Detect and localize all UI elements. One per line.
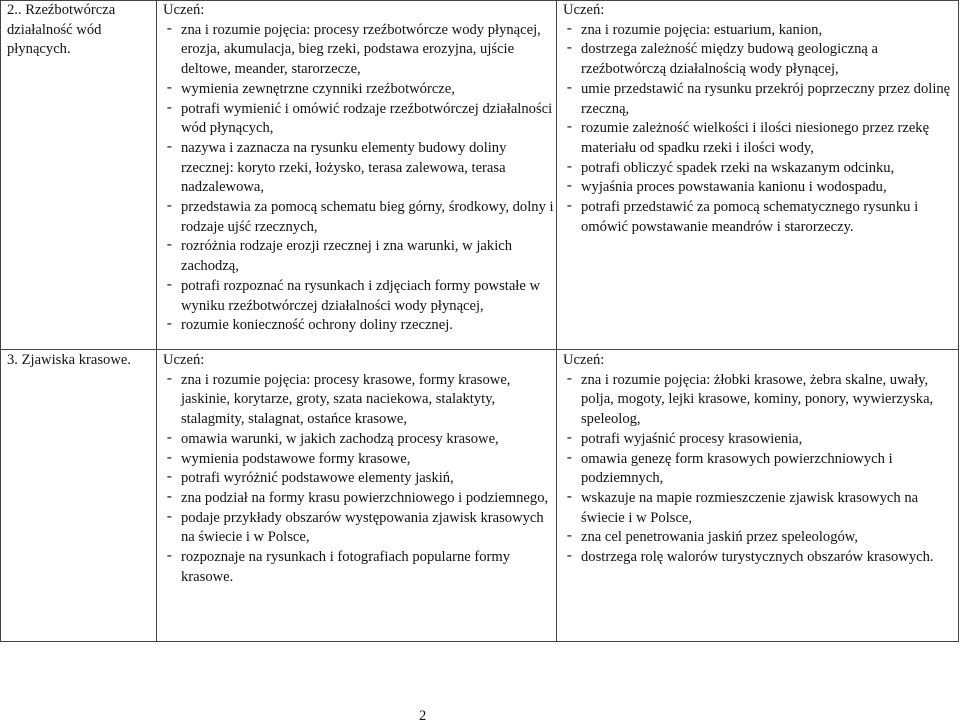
requirement-item: - omawia genezę form krasowych powierzchniowych i podziemnych, <box>563 450 958 489</box>
student-label: Uczeń: <box>163 352 205 368</box>
requirement-item: - nazywa i zaznacza na rysunku elementy budowy doliny rzecznej: koryto rzeki, łożysko, terasa zalewowa, terasa nadzalewowa, <box>163 139 556 198</box>
requirement-item: - przedstawia za pomocą schematu bieg górny, środkowy, dolny i rodzaje ujść rzecznych, <box>163 198 556 237</box>
requirement-item: - wskazuje na mapie rozmieszczenie zjawisk krasowych na świecie i w Polsce, <box>563 489 958 528</box>
requirement-item: - zna i rozumie pojęcia: procesy rzeźbotwórcze wody płynącej, erozja, akumulacja, bieg rzeki, podstawa erozyjna, ujście deltowe, meander, starorzecze, <box>163 21 556 80</box>
topic-cell: 2.. Rzeźbotwórcza działalność wód płynących. <box>1 1 157 350</box>
requirement-list <box>563 21 958 238</box>
extended-requirements-cell <box>557 350 959 642</box>
basic-requirements-cell <box>157 350 557 642</box>
requirement-item: - umie przedstawić na rysunku przekrój poprzeczny przez dolinę rzeczną, <box>563 80 958 119</box>
requirement-item: - dostrzega rolę walorów turystycznych obszarów krasowych. <box>563 548 958 568</box>
requirement-list <box>163 21 556 336</box>
requirement-item: - potrafi wymienić i omówić rodzaje rzeźbotwórczej działalności wód płynących, <box>163 100 556 139</box>
table-row <box>1 1 959 350</box>
topic-cell: 3. Zjawiska krasowe. <box>1 350 157 642</box>
page-number: 2 <box>419 708 427 724</box>
basic-requirements-cell <box>157 1 557 350</box>
requirement-item: - potrafi przedstawić za pomocą schematycznego rysunku i omówić powstawanie meandrów i starorzeczy. <box>563 198 958 237</box>
requirement-item: - zna cel penetrowania jaskiń przez speleologów, <box>563 528 958 548</box>
requirement-item: - zna podział na formy krasu powierzchniowego i podziemnego, <box>163 489 556 509</box>
requirement-item: - potrafi wyróżnić podstawowe elementy jaskiń, <box>163 469 556 489</box>
requirement-item: - rozumie zależność wielkości i ilości niesionego przez rzekę materiału od spadku rzeki i ilości wody, <box>563 119 958 158</box>
requirement-item: - potrafi rozpoznać na rysunkach i zdjęciach formy powstałe w wyniku rzeźbotwórczej działalności wody płynącej, <box>163 277 556 316</box>
requirement-item: - rozróżnia rodzaje erozji rzecznej i zna warunki, w jakich zachodzą, <box>163 237 556 276</box>
requirement-item: - podaje przykłady obszarów występowania zjawisk krasowych na świecie i w Polsce, <box>163 509 556 548</box>
requirement-item: - zna i rozumie pojęcia: procesy krasowe, formy krasowe, jaskinie, korytarze, groty, szata naciekowa, stalaktyty, stalagmity, stalagnat, ostańce krasowe, <box>163 371 556 430</box>
requirement-item: - wymienia zewnętrzne czynniki rzeźbotwórcze, <box>163 80 556 100</box>
requirement-item: - dostrzega zależność między budową geologiczną a rzeźbotwórczą działalnością wody płynącej, <box>563 40 958 79</box>
requirement-list <box>163 371 556 588</box>
requirement-list <box>563 371 958 568</box>
requirement-item: - potrafi wyjaśnić procesy krasowienia, <box>563 430 958 450</box>
requirement-item: - rozumie konieczność ochrony doliny rzecznej. <box>163 316 556 336</box>
extended-requirements-cell <box>557 1 959 350</box>
requirement-item: - zna i rozumie pojęcia: estuarium, kanion, <box>563 21 958 41</box>
requirement-item: - potrafi obliczyć spadek rzeki na wskazanym odcinku, <box>563 159 958 179</box>
requirement-item: - rozpoznaje na rysunkach i fotografiach popularne formy krasowe. <box>163 548 556 587</box>
requirement-item: - zna i rozumie pojęcia: żłobki krasowe, żebra skalne, uwały, polja, mogoty, lejki krasowe, kominy, ponory, wywierzyska, speleolog, <box>563 371 958 430</box>
table-row <box>1 350 959 642</box>
student-label: Uczeń: <box>563 352 605 368</box>
student-label: Uczeń: <box>563 2 605 18</box>
requirement-item: - wymienia podstawowe formy krasowe, <box>163 450 556 470</box>
requirement-item: - wyjaśnia proces powstawania kanionu i wodospadu, <box>563 178 958 198</box>
requirement-item: - omawia warunki, w jakich zachodzą procesy krasowe, <box>163 430 556 450</box>
student-label: Uczeń: <box>163 2 205 18</box>
table-body <box>1 1 959 642</box>
